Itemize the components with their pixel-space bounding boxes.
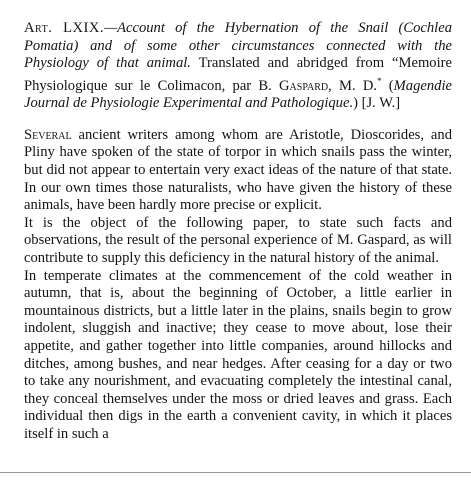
paragraph-text: It is the object of the following paper, to state such facts and observations, the result of the personal experience of M. Gaspard, as will contribute to supply this deficiency in the natural history of the animal. bbox=[24, 214, 452, 266]
source-open-paren: ( bbox=[381, 77, 394, 94]
article-number: Art. LXIX. bbox=[24, 20, 105, 36]
article-translation-note: Translated and abridged from “Memoire Physiologique sur le Colimacon, par B. bbox=[24, 55, 452, 94]
footnote-marker: * bbox=[377, 75, 382, 86]
paragraph-lead-word: Several bbox=[24, 126, 72, 143]
paragraph-text: ancient writers among whom are Aristotle, Dioscorides, and Pliny have spoken of the state of torpor in which snails pass the winter, but did not appear to entertain very exact ideas of the nature of that state. In our own times those naturalists, who have given the history of these animals, have been hardly more precise or explicit. bbox=[24, 126, 452, 214]
paragraph-text: In temperate climates at the commencement of the cold weather in autumn, that is, about the beginning of October, a little earlier in mountainous districts, but a little later in the plains, snails begin to grow indolent, sluggish and inactive; they cease to move about, lose their appetite, and gather together into little companies, around hillocks and ditches, among bushes, and near hedges. After ceasing for a day or two to take any nourishment, and evacuating completely the intestinal canal, they conceal themselves under the moss or dried leaves and grass. Each individual then digs in the earth a convenient cavity, in which it places itself in such a bbox=[24, 267, 452, 442]
document-page bbox=[24, 20, 452, 444]
article-header bbox=[24, 20, 452, 113]
paragraph-2 bbox=[24, 215, 452, 268]
page-bottom-rule bbox=[0, 472, 471, 473]
article-source: Magendie Journal de Physiologie Experimental and Pathologique. bbox=[24, 77, 452, 112]
paragraph-3 bbox=[24, 268, 452, 444]
article-title: —Account of the Hybernation of the Snail (Cochlea Pomatia) and of some other circumstances connected with the Physiology of that animal. bbox=[24, 20, 453, 72]
article-source-close: ) [J. W.] bbox=[353, 95, 401, 112]
paragraph-1 bbox=[24, 127, 452, 215]
article-author: Gaspard, M. D. bbox=[279, 77, 378, 94]
